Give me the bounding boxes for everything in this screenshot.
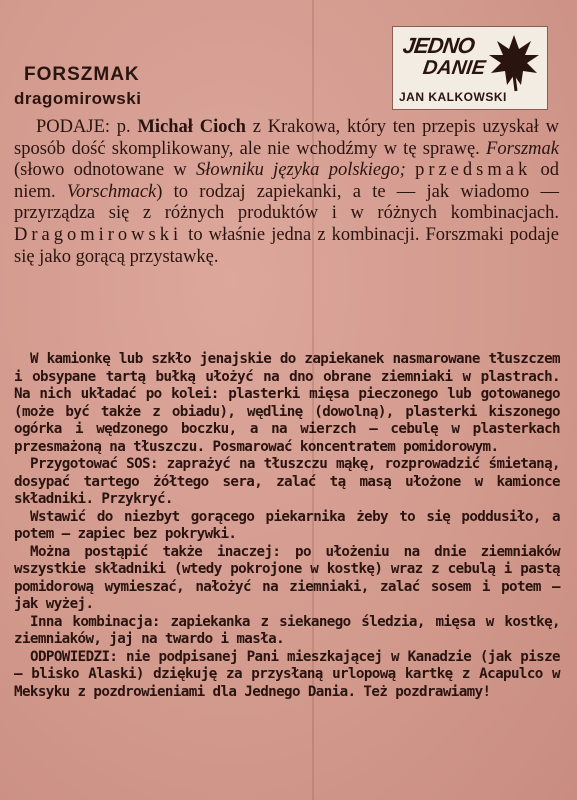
lead-italic-text: Słowniku języka polskiego; bbox=[196, 160, 406, 181]
recipe-body bbox=[14, 351, 560, 701]
article-lead bbox=[14, 117, 559, 268]
recipe-paragraph: Wstawić do niezbyt gorącego piekarnika żeby to się poddusiło, a potem — zapiec bez pokrywki. bbox=[14, 508, 560, 542]
column-logo bbox=[392, 26, 548, 110]
lead-spaced-text: przedsmak bbox=[415, 160, 532, 181]
lead-text: (słowo odnotowane w bbox=[14, 160, 197, 181]
lead-text: PODAJE: p. bbox=[36, 117, 138, 137]
leaf-icon bbox=[485, 31, 543, 93]
lead-italic-text: Vorschmack bbox=[66, 181, 157, 202]
logo-word-jedno: JEDNO bbox=[401, 33, 476, 58]
lead-paragraph bbox=[14, 117, 559, 268]
recipe-paragraph: Przygotować SOS: zaprażyć na tłuszczu mąkę, rozprowadzić śmietaną, dosypać tartego żółtego sera, zalać tą masą ułożone w kamionce składniki. Przykryć. bbox=[14, 456, 560, 507]
logo-word-danie: DANIE bbox=[421, 57, 487, 79]
recipe-paragraph: ODPOWIEDZI: nie podpisanej Pani mieszkającej w Kanadzie (jak pisze — blisko Alaski) dziękuję za przysłaną urlopową kartkę z Acapulco w Meksyku z pozdrowieniami dla Jednego Dania. Też pozdrawiamy! bbox=[14, 648, 560, 700]
lead-text: od niem. bbox=[14, 160, 559, 202]
recipe-paragraph: Inna kombinacja: zapiekanka z siekanego śledzia, mięsa w kostkę, ziemniaków, jaj na twardo i masła. bbox=[14, 613, 560, 647]
article-title: FORSZMAK bbox=[24, 64, 140, 85]
recipe-paragraph: Można postąpić także inaczej: po ułożeniu na dnie ziemniaków wszystkie składniki (wtedy pokrojone w kostkę) wraz z cebulą i pastą pomidorową wymieszać, nałożyć na ziemniaki, zalać sosem i potem — jak wyżej. bbox=[14, 543, 560, 612]
lead-text: to właśnie jedna z kombinacji. Forszmaki podaje się jako gorącą przystawkę. bbox=[14, 224, 559, 267]
author-name: Michał Cioch bbox=[137, 117, 246, 137]
lead-italic-text: Forszmak bbox=[486, 138, 559, 159]
lead-text: ) to rodzaj zapiekanki, a te — jak wiadomo — przyrządza się z różnych produktów i w różnych kombinacjach. bbox=[14, 181, 559, 224]
column-author: JAN KALKOWSKI bbox=[399, 90, 507, 104]
lead-text bbox=[406, 160, 415, 180]
recipe-paragraph: W kamionkę lub szkło jenajskie do zapiekanek nasmarowane tłuszczem i obsypane tartą bułką ułożyć na dno obrane ziemniaki w plastrach. Na nich układać po kolei: plasterki mięsa pieczonego lub gotowanego (może być także z obiadu), wędlinę (dowolną), plasterki kiszonego ogórka i wędzonego boczku, a na wierzch — cebulę w plasterkach przesmażoną na tłuszczu. Posmarować koncentratem pomidorowym. bbox=[14, 351, 560, 455]
lead-text: z Krakowa, który ten przepis uzyskał w sposób dość skomplikowany, ale nie wchodźmy w tę sprawę. bbox=[14, 117, 559, 159]
article-subtitle: dragomirowski bbox=[14, 89, 142, 108]
lead-spaced-text: Dragomirowski bbox=[14, 224, 183, 245]
